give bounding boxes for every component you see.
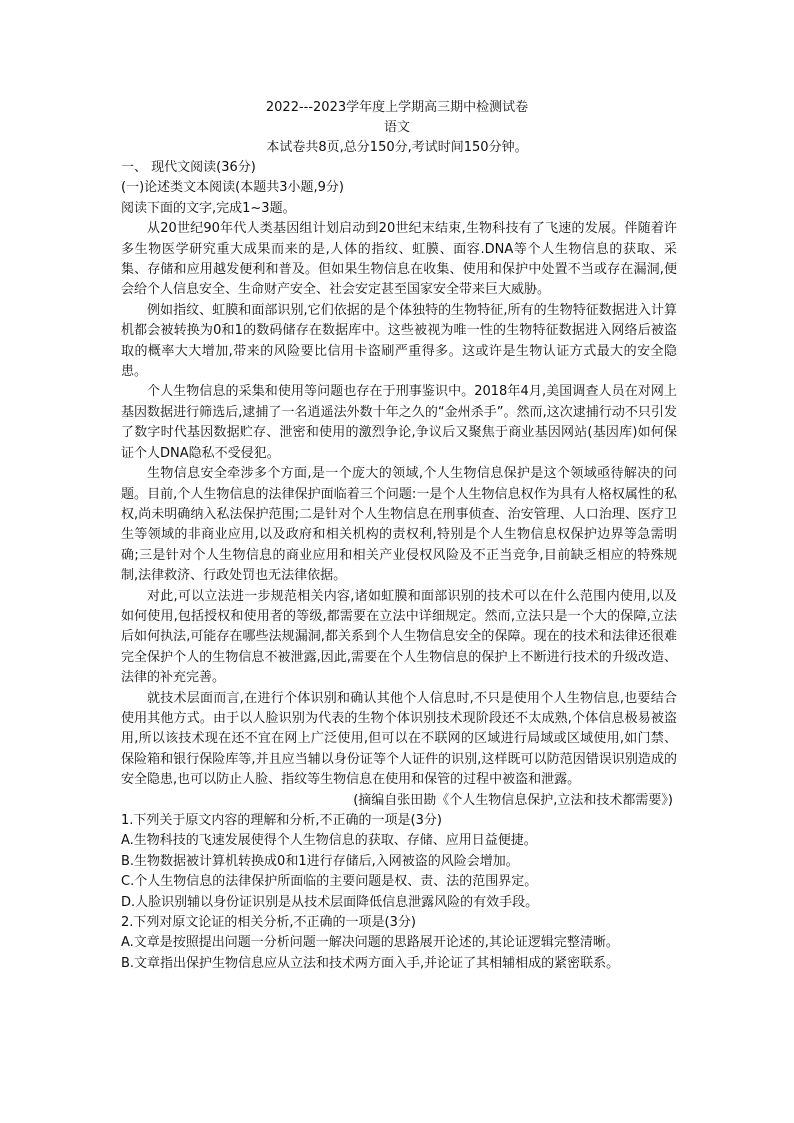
passage-paragraph-2: 例如指纹、虹膜和面部识别,它们依据的是个体独特的生物特征,所有的生物特征数据进入计算机都会被转换为0和1的数码储存在数据库中。这些被视为唯一性的生物特征数据进入网络后被盗取的概率大大增加,带来的风险要比信用卡盗刷严重得多。这或许是生物认证方式最大的安全隐患。 xyxy=(121,302,677,380)
question-1-option-c: C.个人生物信息的法律保护所面临的主要问题是权、责、法的范围界定。 xyxy=(121,874,538,890)
question-1-stem: 1.下列关于原文内容的理解和分析,不正确的一项是(3分) xyxy=(121,813,442,828)
subject-label: 语文 xyxy=(383,120,410,135)
exam-title: 2022---2023学年度上学期高三期中检测试卷 xyxy=(265,100,529,115)
passage-paragraph-3: 个人生物信息的采集和使用等问题也存在于刑事鉴识中。2018年4月,美国调查人员在对网上基因数据进行筛选后,逮捕了一名逍遥法外数十年之久的“金州杀手”。然而,这次逮捕行动不只引发了数字时代基因数据贮存、泄密和使用的激烈争论,争议后又聚焦于商业基因网站(基因库)如何保证个人DNA隐私不受侵犯。 xyxy=(121,384,677,461)
question-1-option-b: B.生物数据被计算机转换成0和1进行存储后,入网被盗的风险会增加。 xyxy=(121,853,519,869)
passage-source: (摘编自张田勘《个人生物信息保护,立法和技术都需要》) xyxy=(353,792,673,808)
passage-paragraph-5: 对此,可以立法进一步规范相关内容,诸如虹膜和面部识别的技术可以在什么范围内使用,以及如何使用,包括授权和使用者的等级,都需要在立法中详细规定。然而,立法只是一个大的保障,立法后如何执法,可能存在哪些法规漏洞,都关系到个人生物信息安全的保障。现在的技术和法律还很难完全保护个人的生物信息不被泄露,因此,需要在个人生物信息的保护上不断进行技术的升级改造、法律的补充完善。 xyxy=(121,588,677,686)
question-1-option-a: A.生物科技的飞速发展使得个人生物信息的获取、存储、应用日益便捷。 xyxy=(121,833,537,849)
question-2-option-b: B.文章指出保护生物信息应从立法和技术两方面入手,并论证了其相辅相成的紧密联系。 xyxy=(121,955,620,971)
sub-section-heading: (一)论述类文本阅读(本题共3小题,9分) xyxy=(121,180,344,196)
passage-paragraph-6: 就技术层面而言,在进行个体识别和确认其他个人信息时,不只是使用个人生物信息,也要结合使用其他方式。由于以人脸识别为代表的生物个体识别技术现阶段还不太成熟,个体信息极易被盗用,所以该技术现在还不宜在网上广泛使用,但可以在不联网的区域进行局域或区域使用,如门禁、保险箱和银行保险库等,并且应当辅以身份证等个人证件的识别,这样既可以防范因错误识别造成的安全隐患,也可以防止人脸、指纹等生物信息在使用和保管的过程中被盗和泄露。 xyxy=(121,690,677,788)
exam-info: 本试卷共8页,总分150分,考试时间150分钟。 xyxy=(266,140,528,155)
passage-paragraph-1: 从20世纪90年代人类基因组计划启动到20世纪末结束,生物科技有了飞速的发展。伴随着许多生物医学研究重大成果而来的是,人体的指纹、虹膜、面容.DNA等个人生物信息的获取、采集、存储和应用越发便利和普及。但如果生物信息在收集、使用和保护中处置不当或存在漏洞,便会给个人信息安全、生命财产安全、社会安定甚至国家安全带来巨大威胁。 xyxy=(121,221,677,298)
question-2-option-a: A.文章是按照提出问题一分析问题一解决问题的思路展开论述的,其论证逻辑完整清晰。 xyxy=(121,935,619,951)
section-heading: 一、 现代文阅读(36分) xyxy=(121,160,256,175)
passage-paragraph-4: 生物信息安全牵涉多个方面,是一个庞大的领域,个人生物信息保护是这个领域亟待解决的问题。目前,个人生物信息的法律保护面临着三个问题:一是个人生物信息权作为具有人格权属性的私权,尚未明确纳入私法保护范围;二是针对个人生物信息在刑事侦查、治安管理、人口治理、医疗卫生等领域的非商业应用,以及政府和相关机构的责权利,特别是个人生物信息权保护边界等急需明确;三是针对个人生物信息的商业应用和相关产业侵权风险及不正当竞争,目前缺乏相应的特殊规制,法律救济、行政处罚也无法律依据。 xyxy=(121,466,677,584)
question-2-stem: 2.下列对原文论证的相关分析,不正确的一项是(3分) xyxy=(121,915,416,931)
question-1-option-d: D.人脸识别辅以身份证识别是从技术层面降低信息泄露风险的有效手段。 xyxy=(121,894,539,910)
reading-instruction: 阅读下面的文字,完成1~3题。 xyxy=(121,200,296,216)
exam-content xyxy=(121,158,677,974)
